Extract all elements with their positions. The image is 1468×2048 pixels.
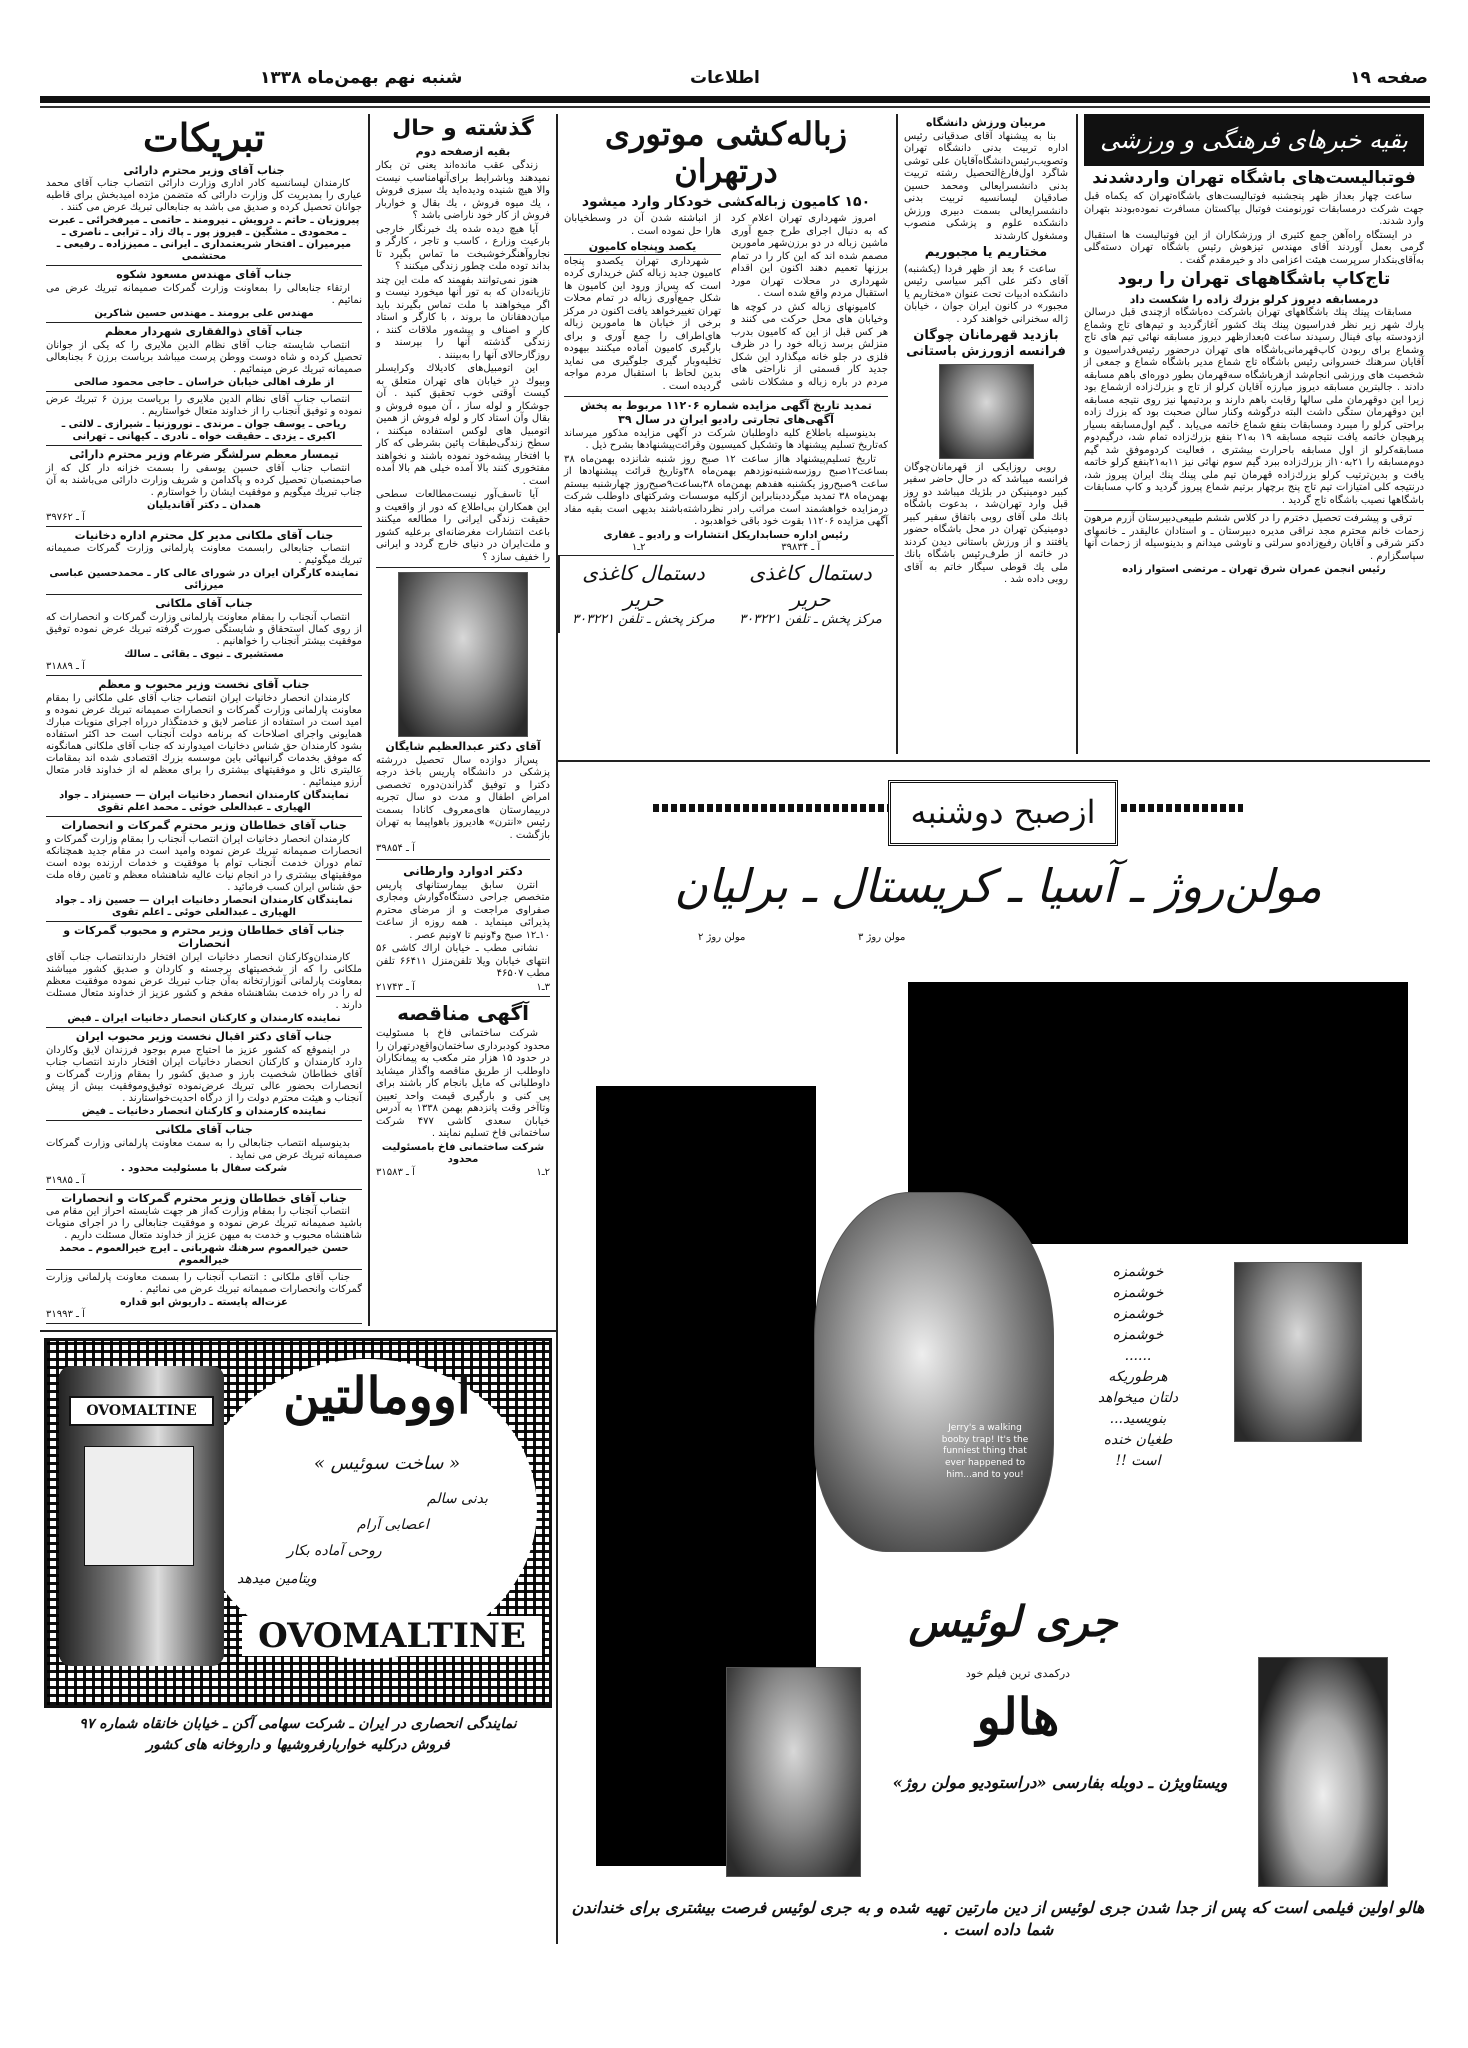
tissue-ad bbox=[727, 556, 894, 633]
ovomaltine-can bbox=[59, 1366, 224, 1666]
paragraph: ساعت چهار بعداز ظهر پنجشنبه فوتبالیست‌های باشگاه‌تهران که یکماه قبل جهت شرکت درمسابقات تورنومنت فوتبال بپاکستان مسافرت نموده‌بودند بتهران وارد شدند. bbox=[1084, 191, 1424, 228]
benefit: اعصابی آرام bbox=[357, 1517, 429, 1534]
item-body: انتصاب آنجناب را بمقام وزارت که‌از هر جهت شایسته احراز این مقام می باشید صمیمانه تبریك عرض نموده و موفقیت جنابعالی را در اجرای منویات شاهنشاه محبوب و خدمت به میهن عزیز از خداوند متعال مسئلت داریم . bbox=[46, 1206, 362, 1242]
ad-code: آ ـ ۳۱۵۸۳ bbox=[376, 1166, 415, 1178]
paragraph: زندگی عقب مانده‌اند یعنی تن بکار نمیدهند وباشرایط برای‌آنهامناسب نیست والا هیچ شنیده ودیده‌اید یك سبزی فروش ، یك میوه فروش ، یك بقال و خواربار فروش از کار خود ناراضی باشد ؟ bbox=[376, 160, 550, 222]
paragraph: مسابقات پینك پنك باشگاههای تهران باشرکت ده‌باشگاه ازچندی قبل درسالن پارك شهر زیر نظر فدراسیون پینك پنك کشور آغازگردید و تیم‌های تاج وشماع ازدودسته بپای فینال رسیدند ساعت ۵بعدازظهر دیروز مسابقه نهائی تیم های تاج وشماع برای ربودن کاپ‌قهرمانی‌باشگاه های تهران درحضور رئیس‌فدراسیون و آقایان سرهنك خسروانی رئیس باشگاه تاج شماع مدیر باشگاه شماع و جمعی از شخصیت های ورزشی انجام‌شد ازهرباشگاه سه‌قهرمان بطور دوره‌ای باهم مسابقه دادند . جالبترین مسابقه دیروز مبارزه آقایان کرلو از تاج و بزرك‌زاده ازشماع بود زیرا این دوقهرمان ملی سالها رقابت باهم دارند و بردتیمها نیز روی نتیجه مسابقه این دوقهرمان ستگی داشت البته درگوشه وکنار سالن صحبت بود که بزرك زاده براحتی کرلو را میبرد ومسابقات بنفع شماع خاتمه می‌یابد . گیم اول‌مسابقه بسیار پرهیجان خاتمه یافت نتیجه مسابقه ۱۹ به۲۱ بنفع بزرك‌زاده تمام شد، درگیم‌دوم مسابقه‌کرلو از اول مسابقه باحرارت بیشتری ، فعالیت کردوموفق شد گیم دوم‌مسابقه را ۲۱به۱۰از بزرك‌زاده ببرد گیم سوم نهائی نیز ۱۱به۲۱بنفع کرلو خاتمه یافت و بدین‌ترتیب کرلو بزرك‌زاده قهرمان تیم ملی پینك پنك ایران پیروز شد، درنتیجه کلی امتیازات تیم تاج پنج برچهار برتیم شماع پیروز گردید و کاپ مسابقات باشگاهها نصیب باشگاه تاج گردید . bbox=[1084, 307, 1424, 506]
item-body: انتصاب جناب آقای نظام الدین ملایری را بریاست برزن ۶ تبریك عرض نموده و توفیق آنجناب را از خداوند متعال خواستاریم . bbox=[46, 393, 362, 417]
item-heading: جناب آقای خطاطان وزیر محترم گمرکات و انحصارات bbox=[61, 818, 347, 832]
item-signers: نماینده کارمندان و کارکنان انحصار دخانیات ایران ـ فیض bbox=[67, 1013, 341, 1025]
paragraph: امروز شهرداری تهران اعلام کرد که به دنبال اجرای طرح جمع آوری ماشین زباله در دو برزن‌شهر مامورین مصمم شده اند که این کار را در تمام برزنها تعمیم دهند اکنون این اقدام شهرداری در محلات تهران مورد استقبال مردم واقع شده است . bbox=[731, 213, 888, 300]
ad-code: آ ـ ۳۹۸۵۴ bbox=[376, 843, 415, 855]
tagline-line: هرطوریکه bbox=[1108, 1369, 1168, 1385]
ovomaltine-ad bbox=[44, 1338, 552, 1708]
tagline-line: ...... bbox=[1124, 1348, 1152, 1364]
ad-code: آ ـ ۲۱۷۴۳ bbox=[376, 981, 415, 993]
signer: رئیس انجمن عمران شرق تهران ـ مرتضی استوار زاده bbox=[1122, 564, 1386, 576]
congratulation-item bbox=[46, 678, 362, 817]
congratulation-item bbox=[46, 268, 362, 323]
brand-persian: اوومالتین bbox=[283, 1366, 471, 1426]
ad-code: آ ـ ۳۱۹۹۳ bbox=[46, 1309, 85, 1321]
paragraph: در ایستگاه راه‌آهن جمع کثیری از ورزشکاران از این فوتبالیست ها استقبال گرمی بعمل آوردند آقای مهندس تیزهوش رئیس باشگاه تهران دسته‌گلی به‌آقای‌بنکدار سرپرست هیئت اعزامی داد و خیرمقدم گفت . bbox=[1084, 229, 1424, 266]
item-heading: جناب آقای خطاطان وزیر محترم گمرکات و انحصارات bbox=[61, 1191, 347, 1205]
portrait-caption: پس‌از دوازده سال تحصیل دررشته پزشکی در دانشگاه پاریس باخذ درجه دکترا و توفیق گذراندن‌دوره تخصصی امراض اطفال و مدت دو سال تجربه دربیمارستان های‌معروف کانادا بسمت رئیس «انترن» هادیروز باهواپیما به تهران بازگشت . bbox=[376, 754, 550, 841]
paragraph: بنا به پیشنهاد آقای صدقیانی رئیس اداره تربیت بدنی دانشگاه تهران وتصویب‌رئیس‌دانشگاه‌آقایان علی توشی شاگرد اول‌فارغ‌التحصیل رشته تربیت بدنی دانشسرایعالی ومحمد حسین صادقیان لیسانسیه تربیت بدنی دانشسرایعالی بسمت دبیری ورزش دانشکده علوم و پزشکی منصوب ومشغول کارشدند bbox=[904, 130, 1068, 242]
subheadline: درمسابقه دیروز کرلو بزرك زاده را شکست داد bbox=[1129, 292, 1379, 306]
notice-title: تمدید تاریخ آگهی مزایده شماره ۱۱۲۰۶ مربوط به پخش آگهی‌های تجارتی رادیو ایران در سال ۳۹ bbox=[580, 399, 872, 427]
tagline-line: خوشمزه bbox=[1112, 1285, 1164, 1301]
left-area bbox=[40, 114, 556, 1756]
film-format: ویستاویژن ـ دوبله بفارسی «دراستودیو مولن روژ» bbox=[892, 1773, 1228, 1792]
item-signers: همدان ـ دکتر آقاندیلیان bbox=[147, 499, 261, 511]
run-number: ۳ـ۱ bbox=[536, 981, 550, 993]
tagline-line: خوشمزه bbox=[1112, 1306, 1164, 1322]
tagline-line: خوشمزه bbox=[1112, 1327, 1164, 1343]
subheading: یکصد وپنجاه کامیون bbox=[564, 240, 721, 255]
film-intro: درکمدی ترین فیلم خود bbox=[965, 1667, 1071, 1680]
tissue-phone: مرکز پخش ـ تلفن ۳۰۳۲۲۱ bbox=[739, 611, 882, 627]
item-signers: نماینده کارگران ایران در شورای عالی کار ـ محمدحسین عباسی میرزائی bbox=[49, 568, 359, 592]
item-heading: تیمسار معظم سرلشگر ضرغام وزیر محترم دارائی bbox=[69, 447, 339, 461]
item-body: کارمندان انحصار دخانیات ایران انتصاب جناب آقای علی ملکانی را بمقام معاونت پارلمانی وزارت گمرکات و انحصارات صمیمانه تبریك عرض نموده و امید است در استفاده از عناصر لایق و خدمتگذار درراه اجرای منویات مبارك همایونی واجرای اصلاحات که برنامه دولت آنجناب است حد اکثر استفاده بشود کارمندان حق شناس دخانیات امیدوارند که جناب آقای ملکانی همانگونه که موفق بخدمات گرانبهائی باین موسسه بزرك اقتصادی شده اند بمقامات عالیتری نائل و موفقیتهای بیشتری را برای معظم له از خداوند قادر متعال آرزو مینمائیم . bbox=[46, 692, 362, 788]
section-banner: بقیه خبرهای فرهنگی و ورزشی bbox=[1084, 114, 1424, 166]
item-heading: جناب آقای ملکانی bbox=[155, 597, 253, 611]
tissue-brand: دستمال کاغذی حریر bbox=[582, 560, 705, 611]
tagline-line: خوشمزه bbox=[1112, 1264, 1164, 1280]
congratulation-item bbox=[46, 1272, 362, 1324]
subheadline: ۱۵۰ کامیون زباله‌کشی خودکار وارد میشود bbox=[581, 193, 871, 210]
congratulation-item bbox=[46, 394, 362, 446]
tagline-line: بنویسید... bbox=[1109, 1411, 1167, 1427]
tissue-ads bbox=[558, 555, 894, 633]
congratulation-item bbox=[46, 597, 362, 676]
paragraph: آیا هیچ دیده شده یك خبرنگار خارجی بارعیت وزارع ، کاسب و تاجر ، کارگر و نجاروآهنگرخوشبخت ما تماس بگیرد تا بداند توده ملت چطور زندگی میکنند ؟ bbox=[376, 223, 550, 273]
paragraph: این اتومبیل‌های کادیلاك وکرایسلر وبیوك در خیابان های تهران متعلق به کیست آوقتی خوب تحقیق کنید . آن جوشکار و لوله ساز ، آن میوه فروش و بقال وآن استاد کار و لوله فروش از همین اتومبیل های لوکس استفاده میکنند ، سطح زندگی‌طبقات پائین بشرطی که کار با افتخار پیشه‌خود نموده باشند و نخواهند مفتخوری کنند بالا آمده خیلی هم بالا آمده است . bbox=[376, 363, 550, 487]
film-advertisement bbox=[558, 762, 1438, 1952]
cinema-names: مولن‌روژ ـ آسیا ـ کریستال ـ برلیان bbox=[674, 859, 1322, 913]
item-body: انتصاب شایسته جناب آقای نظام الدین ملایری را که یکی از جوانان تحصیل کرده و شاه دوست ووطن پرست میباشد بریاست برزن ۶ بجنابعالی صمیمانه تبریك عرض مینمائیم . bbox=[46, 339, 362, 375]
brand-logo: OVOMALTINE bbox=[242, 1616, 542, 1656]
benefit: بدنی سالم bbox=[427, 1491, 488, 1508]
auction-notice bbox=[564, 396, 888, 555]
paragraph: ساعت ۶ بعد از ظهر فردا (یکشنبه) آقای دکتر علی اکبر سیاسی رئیس دانشکده ادبیات تحت عنوان «مختاریم یا مجبور» در کانون ایران جوان ، خیابان ژاله سخنرانی خواهند کرد . bbox=[904, 263, 1068, 325]
article-title: گذشته و حال bbox=[392, 116, 534, 141]
item-body: انتصاب آنجناب را بمقام معاونت پارلمانی وزارت گمرکات و انحصارات که از روی کمال استحقاق و شایستگی صورت گرفته تبریك عرض نموده توفیق موفقیت بیشتر آنجناب را خواهانیم . bbox=[46, 612, 362, 648]
film-caption: هالو اولین فیلمی است که پس از جدا شدن جری لوئیس از دین مارتین تهیه شده و به جری لوئیس فرصت بیشتری برای خنداندن شما داده است . bbox=[571, 1898, 1425, 1940]
ad-code: آ ـ ۳۹۸۳۴ bbox=[781, 542, 821, 554]
run-number: ۲ـ۱ bbox=[631, 542, 646, 554]
item-body: ارتقاء جنابعالی را بمعاونت وزارت گمرکات صمیمانه تبریك عرض می نمائیم . bbox=[46, 283, 362, 307]
paragraph: روبی روزایکی از قهرمانان‌چوگان فرانسه میباشد که در حال حاضر سفیر کبیر دومینیکن در بلژیك میباشد دو روز قبل وارد تهران‌شد ، بدعوت باشگاه بانك ملی آقای روبی باتفاق سفیر کبیر دومینیکن تهران در محل باشگاه حضور یافتند و از ورزش باستانی دیدن کردند در خاتمه از طرف‌رئیس باشگاه بانك ملی یك قوطی سیگار خاتم به آقای روبی داده شد . bbox=[904, 461, 1068, 585]
congratulation-item bbox=[46, 325, 362, 392]
congratulation-item bbox=[46, 448, 362, 527]
congratulation-list bbox=[46, 164, 362, 1325]
made-in: « ساخت سوئیس » bbox=[313, 1453, 461, 1475]
item-body: در اینموقع که کشور عزیز ما احتیاج مبرم بوجود فرزندان لایق وکاردان دارد کارمندان و کارکنان انحصار دخانیات ایران افتخار دارند انتصاب جناب آقای خطاطان شخصیت بارز و صدیق کشور را بمقام وزارت گمرکات و انحصارات بحضور عالی تبریك عرض‌نموده توفیق‌وموفقیت بیش از پیش آنجناب و هیئت محترم دولت را از درگاه احدیت‌خواستارند . bbox=[46, 1044, 362, 1104]
item-heading: جناب آقای دکتر اقبال نخست وزیر محبوب ایران bbox=[75, 1030, 333, 1044]
distributor-line: نمایندگی انحصاری در ایران ـ شرکت سهامی آکن ـ خیابان خانقاه شماره ۹۷ bbox=[79, 1716, 517, 1733]
opening-day: ازصبح دوشنبه bbox=[888, 780, 1118, 846]
paragraph: آیا تاسف‌آور نیست‌مطالعات سطحی این همکاران بی‌اطلاع که دور از واقعیت و حقیقت زندگی ایرانی را مطالعه میکنند باعث انتشارات مغرضانه‌ای برعلیه کشور و ملت‌ایران در دنیای خارج گردد و ایرانی را خفیف سازد ؟ bbox=[376, 489, 550, 563]
item-body: انتصاب جنابعالی رابسمت معاونت پارلمانی وزارت گمرکات صمیمانه تبریك میگوئیم . bbox=[46, 543, 362, 567]
item-heading: جناب آقای نخست وزیر محبوب و معظم bbox=[98, 678, 310, 692]
benefit: روحی آماده بکار bbox=[287, 1543, 382, 1560]
item-heading: جناب آقای ذوالفقاری شهردار معظم bbox=[105, 325, 303, 339]
left-columns bbox=[40, 114, 556, 1326]
congratulation-item bbox=[46, 529, 362, 596]
congratulation-item bbox=[46, 1123, 362, 1190]
tender-title: آگهی مناقصه bbox=[397, 1001, 529, 1026]
paragraph: ترقی و پیشرفت تحصیل دخترم را در کلاس ششم طبیعی‌دبیرستان آزرم مرهون زحمات خانم محترم مجد نراقی مدیره دبیرستان ـ و استادان عالیقدر ـ خانمهای دکتر شرقی و آقایان رفیع‌زاده‌و سرلتی و ناوشی میدانم و بدینوسیله از زحمات آنها سپاسگزارم . bbox=[1084, 513, 1424, 562]
can-certificate bbox=[84, 1446, 194, 1566]
item-signers: پیروزیان ـ حاتم ـ درویش ـ نیرومند ـ حاتمی ـ میرفخرائی ـ عبرت ـ محمودی ـ مشگین ـ فیروز پور ـ پاك زاد ـ ترابی ـ ناصری ـ میرمیران ـ افتخار شریعتمداری ـ ایرانی ـ ممیززاده ـ رفیعی ـ محتشمی bbox=[48, 215, 360, 263]
portrait-photo bbox=[398, 572, 528, 737]
item-body: کارمندان‌وکارکنان انحصار دخانیات ایران افتخار دارندانتصاب جناب آقای ملکانی را که از شخصیتهای برجسته و کاردان و صدیق کشور میباشند بمعاونت پارلمانی آنوزارتخانه به‌آن جناب تبریك عرض نموده موفقیت معظم له را در راه خدمت بشاهنشاه مفخم و کشور عزیز از خداوند متعال مسئلت دارند . bbox=[46, 952, 362, 1012]
item-signers: حسن خیرالعموم سرهنك شهربانی ـ ایرج خیرالعموم ـ محمد خیرالعموم bbox=[59, 1243, 349, 1267]
item-heading: جناب آقای خطاطان وزیر محترم و محبوب گمرکات و انحصارات bbox=[63, 923, 345, 951]
tagline bbox=[1088, 1262, 1188, 1472]
english-blurb: Jerry's a walking booby trap! It's the funniest thing that ever happened to him...and to you! bbox=[941, 1423, 1029, 1480]
cinema-branch: مولن روژ ۲ bbox=[698, 932, 746, 943]
notice-signer: رئیس اداره حسابداریکل انتشارات و رادیو ـ غفاری bbox=[603, 529, 849, 541]
arab-costume-photo bbox=[726, 1667, 861, 1877]
tissue-phone: مرکز پخش ـ تلفن ۳۰۳۲۲۱ bbox=[572, 611, 715, 627]
soldier-photo bbox=[1234, 1262, 1362, 1442]
congratulations-column bbox=[40, 114, 368, 1326]
sales-line: فروش درکلیه خواربارفروشیها و داروخانه های کشور bbox=[146, 1737, 450, 1754]
doctor-text: انترن سابق بیمارستانهای پاریس متخصص جراحی دستگاه‌گوارش ومجاری صفراوی مراجعت و از مرضای محترم پذیرائی مینماید . همه روزه از ساعت ۱۰ـ۱۲ صبح و۴ونیم تا ۷ونیم عصر . bbox=[376, 879, 550, 941]
item-body: انتصاب جناب آقای حسین یوسفی را بسمت خزانه دار کل که از صاحبمنصبان تحصیل کرده و پاکدامن و شریف وزارت دارائی می‌باشند به آن جناب تبریك میگویم و موفقیت ایشان را خواستارم . bbox=[46, 462, 362, 498]
congratulation-item bbox=[46, 1030, 362, 1121]
item-signers: مهندس علی برومند ـ مهندس حسین شاکرین bbox=[94, 308, 314, 320]
item-body: جناب آقای ملکانی : انتصاب آنجناب را بسمت معاونت پارلمانی وزارت گمرکات وانحصارات صمیمانه تبریك عرض می نمائیم . bbox=[46, 1272, 362, 1296]
tender-signer: شرکت ساختمانی فاخ بامسئولیت محدود bbox=[381, 1141, 545, 1166]
paragraph: هنوز نمی‌توانند بفهمند که ملت این چند تازیانه‌دان که به تور آنها میخورد نیست و اگر میخواهند با ملت تماس بگیرند باید میان‌دهقانان ما بروند ، با کارگر و استاد کار و اصناف و پیشه‌ور ملاقات کنند ، زندگی گذشته آنها را بپرسند و روزگارحالای آنها را به‌بینند . bbox=[376, 274, 550, 361]
sports-news-column bbox=[1078, 114, 1430, 577]
tagline-line: است !! bbox=[1115, 1453, 1161, 1469]
tissue-ad bbox=[558, 556, 727, 633]
paragraph: کامیونهای زباله کش در کوچه ها وخیابان های محل حرکت می کنند و هر کس قبل از این که کامیون بدرب منزلش برسد زباله خود را در ظرف فلزی در جلو خانه میگذارد این شکل جدید کار قسمتی از ناراحتی های مردم در باره زباله و مشکلات ناشی از انباشته شدن آن در وسطخیابان هارا حل نموده است . bbox=[564, 213, 888, 388]
film-title: هالو bbox=[976, 1687, 1060, 1746]
masthead-rule-thin bbox=[40, 106, 1430, 108]
cinema-branch: مولن روژ ۳ bbox=[858, 932, 906, 943]
can-label: OVOMALTINE bbox=[69, 1396, 214, 1426]
page-number: صفحه ۱۹ bbox=[1350, 68, 1428, 88]
item-heading: جناب آقای ملکانی مدیر کل محترم اداره دخانیات bbox=[74, 528, 334, 542]
benefit: ویتامین میدهد bbox=[237, 1571, 317, 1588]
ad-code: آ ـ ۳۱۸۸۹ bbox=[46, 661, 85, 673]
tender-text: شرکت ساختمانی فاخ با مسئولیت محدود کودبرداری ساختمان‌واقع‌درتهران را در حدود ۱۵ هزار متر مکعب به پیمانکاران داوطلب از طریق مناقصه واگذار میشاید داوطلبانی که مایل بانجام کار باشند برای پی کنی و بارگیری قیمت واحد تعیین وتاآخر وقت پانزدهم بهمن ۱۳۳۸ به آدرس خیابان سعدی کاشی ۴۷۷ شرکت ساختمانی فاخ تسلیم نمایند . bbox=[376, 1028, 551, 1140]
column-title: تبریکات bbox=[143, 115, 265, 160]
item-heading: جناب آقای وزیر محترم دارائی bbox=[123, 163, 285, 177]
congratulation-item bbox=[46, 1192, 362, 1271]
jerry-lewis-photo bbox=[814, 1192, 1054, 1552]
item-signers: نمایندگان کارمندان انحصار دخانیات ایران — حسینزاد ـ جواد الهیاری ـ عبدالعلی خوئی ـ محمد اعلم تقوی bbox=[59, 789, 349, 813]
item-signers: شرکت سفال با مسئولیت محدود . bbox=[120, 1162, 288, 1174]
item-signers: نمایندگان کارمندان انحصار دخانیات ایران — حسین زاد ـ جواد الهیاری ـ عبدالعلی خوئی ـ اعلم تقوی bbox=[55, 894, 353, 918]
section-rule bbox=[40, 1330, 556, 1332]
item-heading: جناب آقای مهندس مسعود شکوه bbox=[116, 268, 292, 282]
item-heading: جناب آقای ملکانی bbox=[155, 1122, 253, 1136]
article-title: مختاریم یا مجبوریم bbox=[924, 245, 1048, 261]
doctor-ad bbox=[376, 859, 550, 995]
paragraph: شهرداری تهران یکصدو پنجاه کامیون جدید زباله کش خریداری کرده است که پس‌از ورود این کامیون ها شکل جمع‌آوری زباله در تمام محلات تهران تغییرخواهد یافت اکنون در مرکز برخی از خیابان ها مامورین زباله های‌اطراف را جمع آوری و برای بارگیری کامیون آماده میکنند بیهوده تخلیه‌وبار گیری جلوگیری می نماید بدین لحاظ با استقبال مردم مواجه گردیده است . bbox=[564, 255, 721, 392]
university-sports-column bbox=[898, 114, 1074, 588]
item-body: بدینوسیله انتصاب جنابعالی را به سمت معاونت پارلمانی وزارت گمرکات صمیمانه تبریك عرض می نماید . bbox=[46, 1137, 362, 1161]
continuation-note: بقیه ازصفحه دوم bbox=[415, 145, 511, 159]
item-signers: عزت‌اله پایسته ـ داریوش ابو قداره bbox=[120, 1297, 288, 1309]
past-and-present-column bbox=[368, 114, 556, 1326]
congratulation-item bbox=[46, 924, 362, 1029]
tissue-brand: دستمال کاغذی حریر bbox=[749, 560, 872, 611]
item-signers: نماینده کارمندان و کارکنان انحصار دخانیات ـ فیض bbox=[81, 1105, 327, 1117]
article-title: مربیان ورزش دانشگاه bbox=[926, 116, 1046, 129]
tagline-line: طغیان خنده bbox=[1103, 1432, 1173, 1448]
star-name: جری لوئیس bbox=[908, 1597, 1118, 1646]
item-body: کارمندان انحصار دخانیات ایران انتصاب آنجناب را بمقام وزارت گمرکات و انحصارات صمیمانه تبریك عرض نموده وامید است در مقام جدید همچنانکه تمام دوران خدمت آنجناب توام با موفقیت و خدمات ارزنده بوده است موفقیتهای بیشتری را در انجام نیات عالیه شاهنشاه معظم و تامین رفاه ملت حق شناس ایران کسب فرمائید . bbox=[46, 833, 362, 893]
portrait-notice bbox=[376, 567, 550, 856]
notice-text: تاریخ تسلیم‌پیشنهاد هااز ساعت ۱۲ صبح روز شنبه شانزده بهمن‌ماه ۳۸ بساعت۱۲صبح روزسه‌شنبه‌نوزدهم بهمن‌ماه ۳۸وتاریخ قرائت پیشنهادها از ساعت ۹صبح‌روز یکشنبه هفدهم بهمن‌ماه ۳۸بساعت۹صبح‌روز چهارشنبه بیستم بهمن‌ماه ۳۸ تمدید میگرددبنابراین ازکلیه موسسات وشرکتهای داوطلب شرکت درمزایده خواهشمند است مراتب رادر نظرداشته‌باشند بدیهی است بقیه مفاد آگهی مزایده ۱۱۲۰۶ بقوت خود باقی خواهدبود . bbox=[564, 453, 889, 528]
portrait-name: آقای دکتر عبدالعظیم شایگان bbox=[385, 740, 541, 754]
congratulation-item bbox=[46, 819, 362, 922]
headline: زباله‌کشی موتوری درتهران bbox=[604, 115, 848, 190]
newspaper-name: اطلاعات bbox=[690, 68, 760, 88]
item-signers: مستشیری ـ نیوی ـ بقائی ـ سالك bbox=[124, 649, 284, 661]
polo-champion-photo bbox=[939, 364, 1034, 459]
item-signers: ریاحی ـ یوسف جوان ـ مرندی ـ نوروزنیا ـ شیرازی ـ لالتی ـ اکبری ـ یزدی ـ حقیقت خواه ـ نادری ـ کیهانی ـ تهرانی bbox=[61, 418, 347, 442]
tagline-line: دلتان میخواهد bbox=[1097, 1390, 1179, 1406]
item-signers: از طرف اهالی خیابان خراسان ـ حاجی محمود صالحی bbox=[73, 376, 335, 388]
ad-code: آ ـ ۳۱۹۸۵ bbox=[46, 1174, 85, 1186]
article-title: بازدید قهرمانان چوگان فرانسه ازورزش باستانی bbox=[906, 328, 1066, 360]
issue-date: شنبه نهم بهمن‌ماه ۱۳۳۸ bbox=[260, 68, 463, 88]
doctor-address: نشانی مطب ـ خیابان اراك کاشی ۵۶ انتهای خیابان ویلا تلفن‌منزل ۶۶۴۱۱ تلفن مطب ۴۶۵۰۷ bbox=[376, 943, 550, 980]
congratulation-item bbox=[46, 164, 362, 267]
actress-photo bbox=[1258, 1657, 1388, 1887]
doctor-name: دکتر ادوارد وارطانی bbox=[403, 863, 523, 878]
run-number: ۲ـ۱ bbox=[536, 1166, 550, 1178]
ad-code: آ ـ ۳۹۷۶۲ bbox=[46, 511, 85, 523]
tender-ad bbox=[376, 996, 550, 1179]
masthead-rule bbox=[40, 96, 1430, 103]
notice-text: بدینوسیله باطلاع کلیه داوطلبان شرکت در آگهی مزایده مذکور میرساند که‌تاریخ تسلیم پیشنهاد ها وتشکیل کمیسیون وقرائت‌پیشنهادها بشرح ذیل . bbox=[564, 427, 888, 452]
item-body: کارمندان لیسانسیه کادر اداری وزارت دارائی انتصاب جناب آقای محمد عیاری را بمدیریت کل وزارت دارائی که متضمن مژده امیدبخش برای قاطبه جوانان تحصیل کرده و صدیق می باشد به جنابعالی تبریك عرض می کنند . bbox=[46, 178, 362, 214]
garbage-collection-article bbox=[558, 114, 894, 633]
headline: فوتبالیست‌های باشگاه تهران واردشدند bbox=[1092, 168, 1416, 188]
headline: تاج‌کاپ باشگاههای تهران را ربود bbox=[1117, 269, 1391, 290]
